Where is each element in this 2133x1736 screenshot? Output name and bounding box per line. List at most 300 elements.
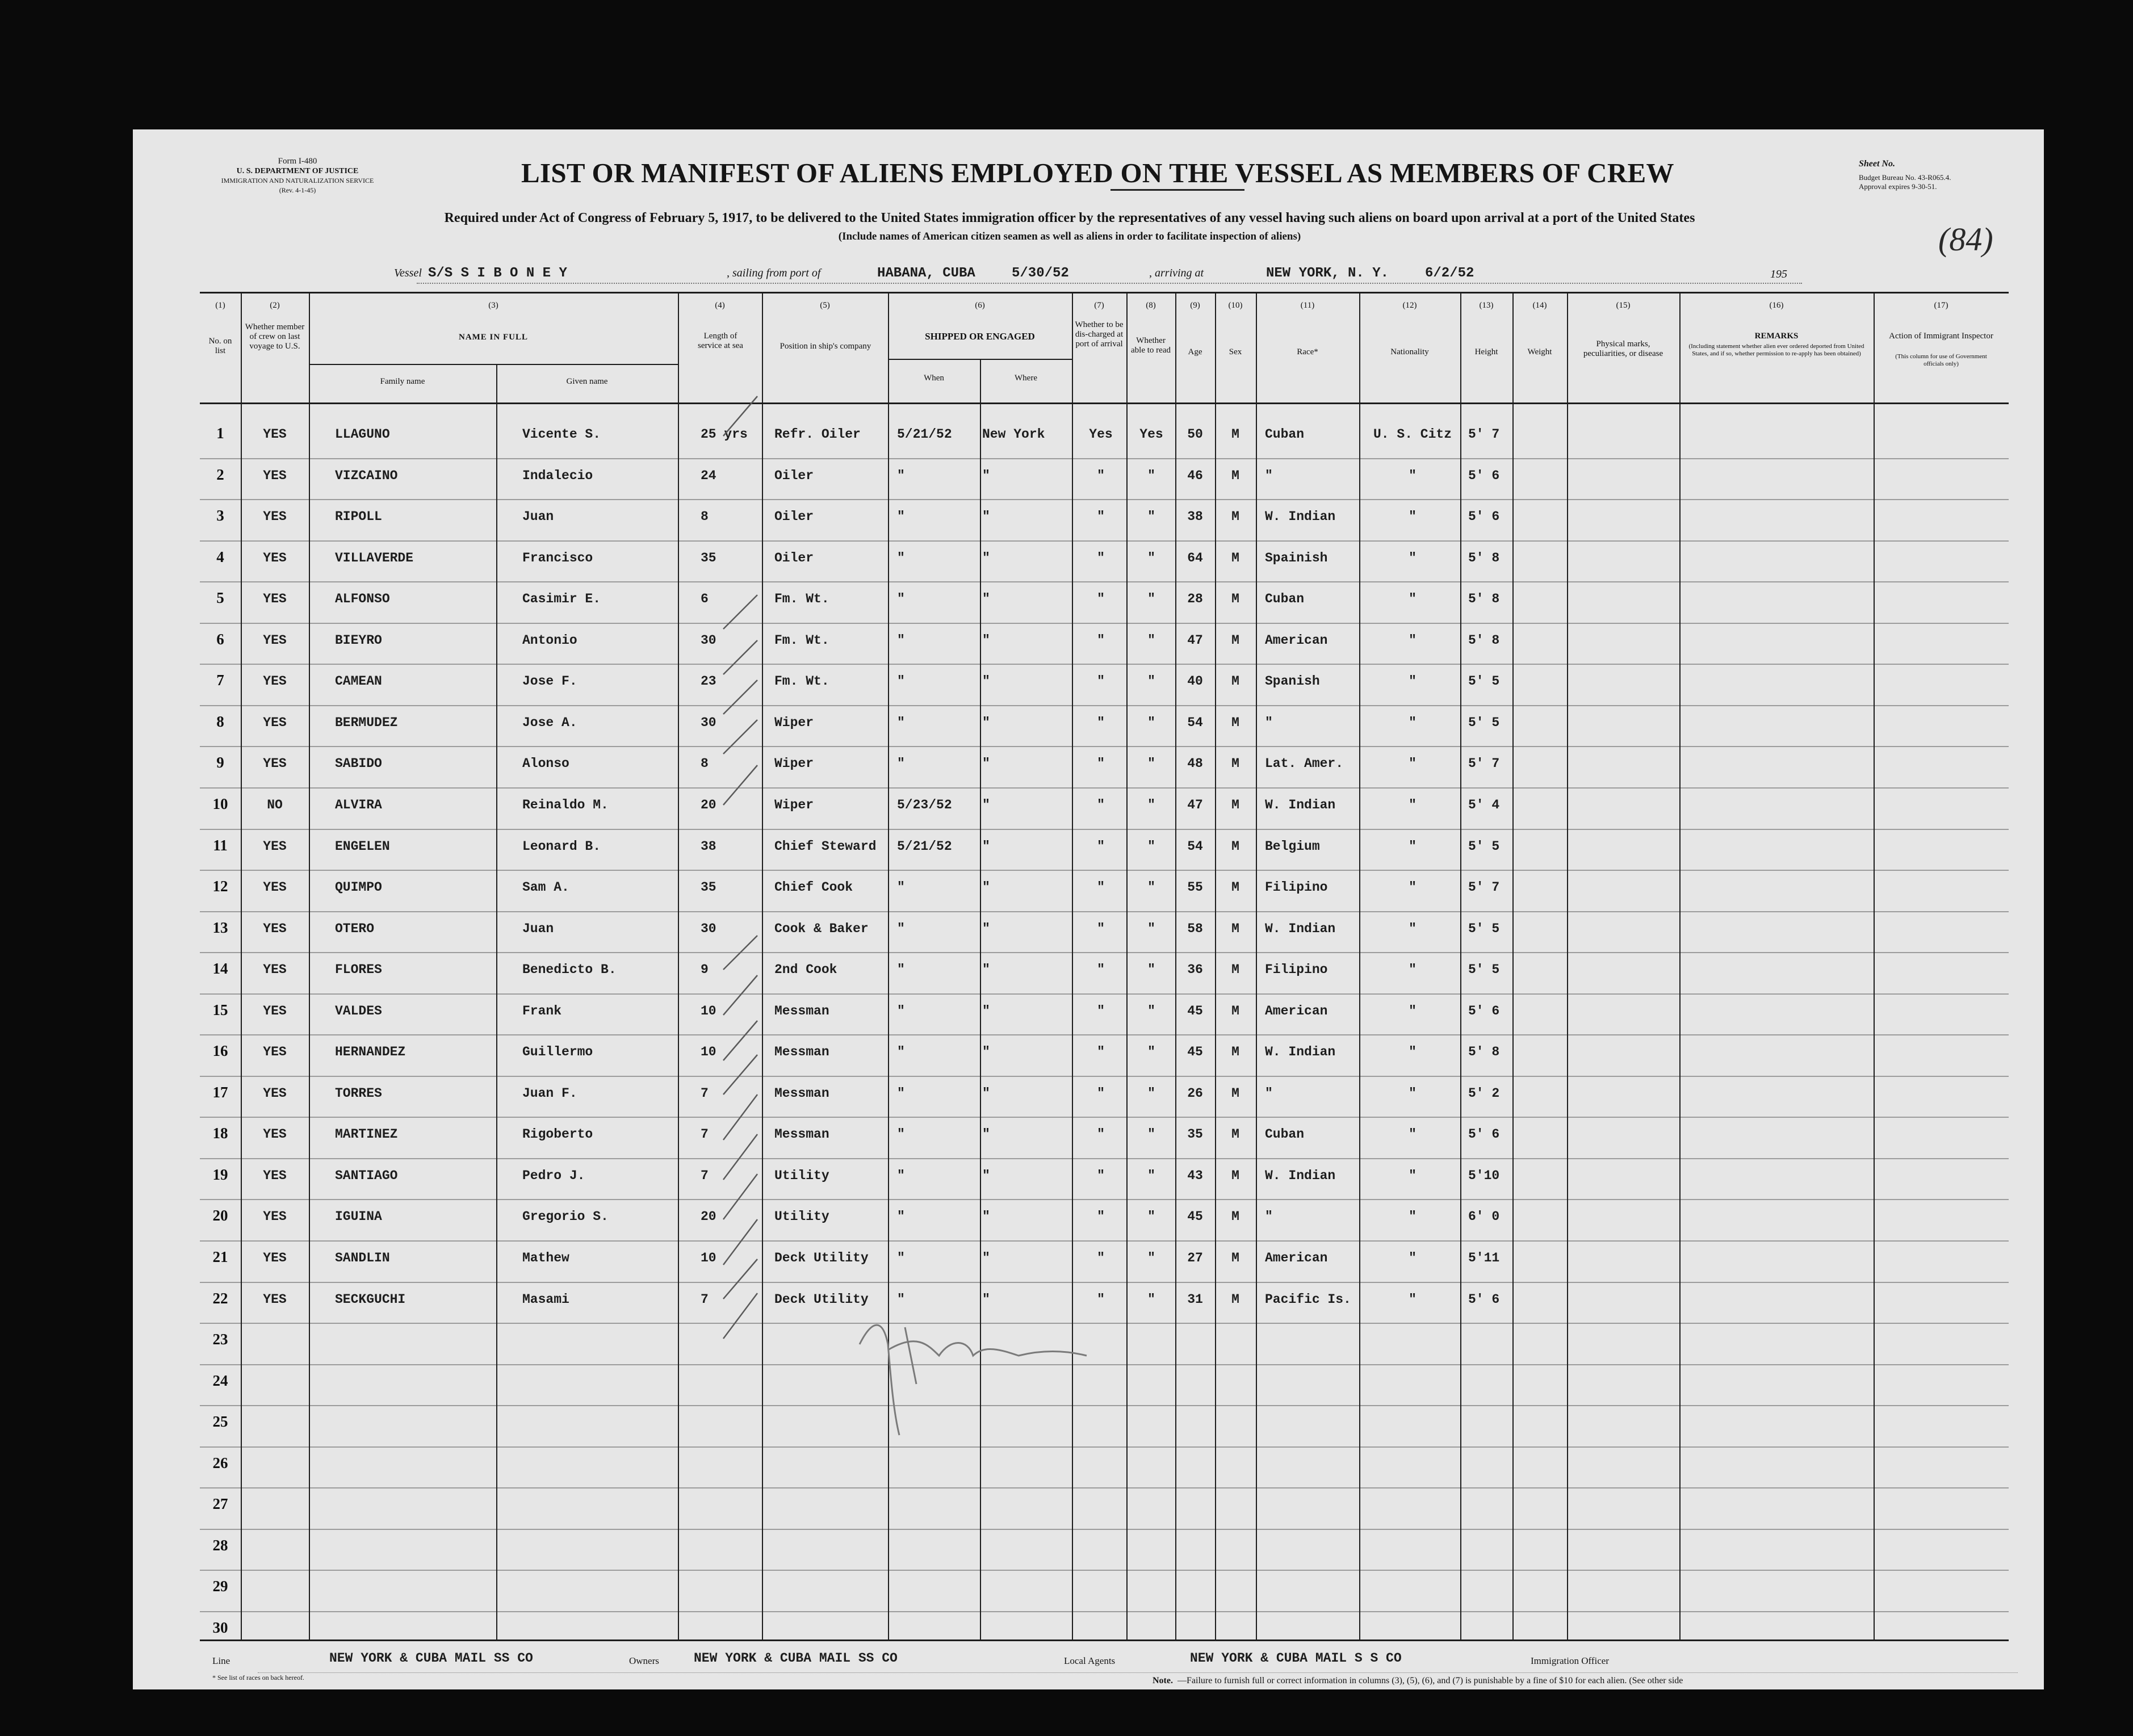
cell-when: ": [897, 715, 905, 730]
cell-position: Oiler: [774, 468, 814, 483]
cell-when: ": [897, 921, 905, 936]
cell-service: 10: [701, 1251, 716, 1265]
cell-disch: ": [1097, 1291, 1105, 1307]
cell-where: ": [982, 797, 990, 812]
cell-nat: ": [1409, 1045, 1417, 1060]
cell-no: 2: [216, 466, 224, 483]
cell-family: QUIMPO: [335, 880, 382, 895]
cell-race: ": [1265, 1085, 1273, 1101]
cell-age: 28: [1187, 592, 1203, 607]
cell-when: ": [897, 1209, 905, 1225]
cell-nat: ": [1409, 592, 1417, 607]
cell-given: Juan: [522, 509, 554, 525]
cell-service: 9: [701, 962, 709, 978]
cell-where: ": [982, 880, 990, 895]
cell-nat: ": [1409, 1003, 1417, 1018]
cell-height: 5' 5: [1468, 838, 1500, 854]
cell-given: Juan F.: [522, 1085, 577, 1101]
header-height: Height: [1474, 347, 1498, 357]
cell-nat: ": [1409, 880, 1417, 895]
budget-bureau: Budget Bureau No. 43-R065.4.: [1859, 173, 1951, 182]
cell-no: 1: [216, 425, 224, 442]
cell-last: YES: [263, 1045, 287, 1060]
handwritten-sheet-mark: (84): [1938, 221, 1993, 258]
vessel-label: Vessel: [394, 267, 422, 279]
cell-no: 11: [213, 836, 228, 854]
header-family-name: Family name: [380, 377, 425, 386]
cell-sex: M: [1231, 1085, 1239, 1101]
cell-age: 31: [1187, 1291, 1203, 1307]
cell-read: Yes: [1139, 427, 1163, 442]
cell-service: 7: [701, 1291, 709, 1307]
cell-when: ": [897, 880, 905, 895]
cell-position: Messman: [774, 1085, 829, 1101]
cell-no: 4: [216, 548, 224, 565]
cell-height: 5' 8: [1468, 592, 1500, 607]
footer-owners-value: NEW YORK & CUBA MAIL SS CO: [694, 1651, 898, 1666]
cell-nat: ": [1409, 468, 1417, 483]
cell-service: 30: [701, 632, 716, 648]
cell-nat: ": [1409, 1291, 1417, 1307]
cell-race: W. Indian: [1265, 509, 1336, 525]
cell-read: ": [1147, 1045, 1155, 1060]
cell-read: ": [1147, 838, 1155, 854]
cell-nat: ": [1409, 1127, 1417, 1142]
cell-age: 54: [1187, 715, 1203, 730]
approval-expiry: Approval expires 9-30-51.: [1859, 182, 1937, 191]
cell-nat: ": [1409, 1168, 1417, 1183]
check-mark: [723, 1293, 757, 1339]
cell-sex: M: [1231, 1209, 1239, 1225]
colnum-13: (13): [1479, 301, 1494, 310]
colnum-1: (1): [215, 301, 225, 310]
cell-height: 5' 5: [1468, 674, 1500, 689]
cell-where: ": [982, 1045, 990, 1060]
cell-race: W. Indian: [1265, 921, 1336, 936]
cell-when: ": [897, 1045, 905, 1060]
cell-family: HERNANDEZ: [335, 1045, 406, 1060]
cell-when: ": [897, 632, 905, 648]
cell-position: Utility: [774, 1209, 829, 1225]
cell-race: Lat. Amer.: [1265, 756, 1344, 771]
year-label: 195: [1770, 268, 1787, 280]
cell-service: 20: [701, 1209, 716, 1225]
cell-sex: M: [1231, 1168, 1239, 1183]
cell-family: SABIDO: [335, 756, 382, 771]
cell-disch: ": [1097, 632, 1105, 648]
cell-position: Fm. Wt.: [774, 632, 829, 648]
cell-disch: ": [1097, 1168, 1105, 1183]
colnum-3: (3): [488, 301, 498, 310]
cell-given: Masami: [522, 1291, 569, 1307]
cell-service: 35: [701, 880, 716, 895]
empty-row-number: 29: [212, 1578, 228, 1595]
check-mark: [723, 720, 757, 754]
cell-last: NO: [267, 797, 283, 812]
cell-position: Wiper: [774, 797, 814, 812]
cell-when: ": [897, 674, 905, 689]
header-where: Where: [1015, 374, 1037, 383]
cell-no: 5: [216, 589, 224, 607]
cell-service: 8: [701, 509, 709, 525]
cell-disch: ": [1097, 756, 1105, 771]
header-race: Race*: [1297, 347, 1318, 357]
header-no-on-list: No. on list: [208, 337, 232, 355]
cell-disch: ": [1097, 880, 1105, 895]
footer-agents-label: Local Agents: [1064, 1655, 1116, 1666]
header-nationality: Nationality: [1390, 347, 1429, 357]
cell-given: Leonard B.: [522, 838, 601, 854]
cell-family: VALDES: [335, 1003, 382, 1018]
cell-age: 27: [1187, 1251, 1203, 1265]
cell-sex: M: [1231, 797, 1239, 812]
cell-where: ": [982, 674, 990, 689]
cell-where: ": [982, 838, 990, 854]
header-inspector-note: (This column for use of Government officials only): [1895, 353, 1987, 367]
footer-races-note: * See list of races on back hereof.: [212, 1674, 304, 1682]
cell-last: YES: [263, 1291, 287, 1307]
cell-service: 30: [701, 921, 716, 936]
cell-disch: ": [1097, 1127, 1105, 1142]
cell-family: ENGELEN: [335, 838, 390, 854]
cell-when: ": [897, 1251, 905, 1265]
cell-position: Messman: [774, 1127, 829, 1142]
cell-no: 20: [212, 1207, 228, 1225]
check-mark: [723, 1219, 757, 1265]
cell-age: 46: [1187, 468, 1203, 483]
header-discharged: Whether to be dis-charged at port of arrival: [1075, 320, 1124, 349]
cell-when: ": [897, 509, 905, 525]
cell-disch: ": [1097, 1045, 1105, 1060]
check-mark: [723, 595, 757, 629]
cell-sex: M: [1231, 427, 1239, 442]
cell-service: 10: [701, 1003, 716, 1018]
cell-race: ": [1265, 715, 1273, 730]
empty-row-number: 30: [212, 1618, 228, 1636]
footer-line-value: NEW YORK & CUBA MAIL SS CO: [329, 1651, 533, 1666]
cell-sex: M: [1231, 715, 1239, 730]
cell-family: BERMUDEZ: [335, 715, 398, 730]
cell-sex: M: [1231, 674, 1239, 689]
cell-given: Guillermo: [522, 1045, 593, 1060]
header-age: Age: [1188, 347, 1202, 357]
cell-last: YES: [263, 674, 287, 689]
cell-family: BIEYRO: [335, 632, 382, 648]
cell-age: 50: [1187, 427, 1203, 442]
cell-read: ": [1147, 715, 1155, 730]
cell-height: 5' 6: [1468, 1003, 1500, 1018]
cell-last: YES: [263, 962, 287, 978]
cell-read: ": [1147, 1127, 1155, 1142]
cell-nat: U. S. Citz: [1373, 427, 1452, 442]
cell-when: ": [897, 962, 905, 978]
cell-nat: ": [1409, 962, 1417, 978]
cell-family: LLAGUNO: [335, 427, 390, 442]
cell-given: Antonio: [522, 632, 577, 648]
cell-where: New York: [982, 427, 1045, 442]
header-last-voyage: Whether member of crew on last voyage to U.S.: [245, 322, 305, 351]
check-mark: [723, 936, 757, 970]
cell-when: ": [897, 1085, 905, 1101]
check-mark: [723, 680, 757, 714]
cell-read: ": [1147, 1251, 1155, 1265]
cell-last: YES: [263, 427, 287, 442]
cell-where: ": [982, 715, 990, 730]
cell-sex: M: [1231, 1251, 1239, 1265]
cell-height: 5' 8: [1468, 632, 1500, 648]
cell-last: YES: [263, 1209, 287, 1225]
cell-read: ": [1147, 468, 1155, 483]
cell-last: YES: [263, 1127, 287, 1142]
cell-read: ": [1147, 1085, 1155, 1101]
cell-sex: M: [1231, 756, 1239, 771]
colnum-2: (2): [270, 301, 280, 310]
cell-no: 13: [212, 919, 228, 936]
cell-given: Mathew: [522, 1251, 569, 1265]
cell-last: YES: [263, 715, 287, 730]
cell-no: 19: [212, 1165, 228, 1183]
colnum-9: (9): [1190, 301, 1200, 310]
header-weight: Weight: [1527, 347, 1552, 357]
vessel-name: S/S S I B O N E Y: [428, 266, 567, 281]
cell-no: 18: [212, 1125, 228, 1142]
cell-disch: ": [1097, 468, 1105, 483]
footer-baseline: [258, 1672, 2018, 1673]
cell-last: YES: [263, 1168, 287, 1183]
cell-sex: M: [1231, 1127, 1239, 1142]
cell-read: ": [1147, 509, 1155, 525]
cell-when: 5/23/52: [897, 797, 952, 812]
cell-family: ALVIRA: [335, 797, 382, 812]
cell-family: VIZCAINO: [335, 468, 398, 483]
cell-service: 7: [701, 1168, 709, 1183]
cell-where: ": [982, 468, 990, 483]
check-mark: [723, 1055, 757, 1095]
cell-no: 9: [216, 754, 224, 771]
cell-given: Pedro J.: [522, 1168, 585, 1183]
cell-last: YES: [263, 509, 287, 525]
cell-read: ": [1147, 756, 1155, 771]
cell-disch: ": [1097, 1251, 1105, 1265]
cell-read: ": [1147, 1168, 1155, 1183]
footer-agents-value: NEW YORK & CUBA MAIL S S CO: [1190, 1651, 1402, 1666]
cell-height: 5'10: [1468, 1168, 1500, 1183]
cell-disch: ": [1097, 797, 1105, 812]
cell-height: 5' 5: [1468, 962, 1500, 978]
cell-position: Refr. Oiler: [774, 427, 861, 442]
cell-height: 5' 6: [1468, 468, 1500, 483]
cell-read: ": [1147, 674, 1155, 689]
arrival-port: NEW YORK, N. Y.: [1266, 266, 1389, 281]
cell-family: OTERO: [335, 921, 375, 936]
cell-where: ": [982, 1085, 990, 1101]
cell-sex: M: [1231, 632, 1239, 648]
header-given-name: Given name: [566, 377, 608, 386]
cell-height: 5' 2: [1468, 1085, 1500, 1101]
cell-service: 7: [701, 1127, 709, 1142]
header-when: When: [924, 374, 944, 383]
cell-nat: ": [1409, 632, 1417, 648]
cell-no: 3: [216, 507, 224, 525]
cell-age: 40: [1187, 674, 1203, 689]
cell-last: YES: [263, 1003, 287, 1018]
cell-when: ": [897, 592, 905, 607]
cell-service: 25 yrs: [701, 427, 748, 442]
header-remarks-note: (Including statement whether alien ever ordered deported from United States, and if so, whether permission to re-apply has been obtained): [1688, 343, 1864, 357]
colnum-14: (14): [1532, 301, 1547, 310]
cell-family: ALFONSO: [335, 592, 390, 607]
cell-where: ": [982, 1251, 990, 1265]
cell-read: ": [1147, 550, 1155, 565]
cell-family: VILLAVERDE: [335, 550, 414, 565]
cell-where: ": [982, 1209, 990, 1225]
cell-no: 8: [216, 712, 224, 730]
cell-nat: ": [1409, 921, 1417, 936]
cell-race: Filipino: [1265, 880, 1328, 895]
empty-row-number: 26: [212, 1454, 228, 1471]
cell-nat: ": [1409, 674, 1417, 689]
cell-where: ": [982, 550, 990, 565]
cell-height: 5' 7: [1468, 756, 1500, 771]
cell-age: 45: [1187, 1209, 1203, 1225]
cell-given: Indalecio: [522, 468, 593, 483]
cell-height: 5' 6: [1468, 509, 1500, 525]
cell-given: Casimir E.: [522, 592, 601, 607]
cell-height: 5' 8: [1468, 550, 1500, 565]
departure-date: 5/30/52: [1012, 266, 1069, 281]
empty-row-number: 24: [212, 1372, 228, 1389]
cell-race: Cuban: [1265, 1127, 1305, 1142]
cell-position: Utility: [774, 1168, 829, 1183]
cell-race: Cuban: [1265, 427, 1305, 442]
empty-row-number: 23: [212, 1331, 228, 1348]
cell-no: 21: [212, 1248, 228, 1265]
cell-when: ": [897, 1003, 905, 1018]
cell-when: 5/21/52: [897, 427, 952, 442]
cell-nat: ": [1409, 797, 1417, 812]
cell-no: 14: [212, 960, 228, 978]
cell-disch: ": [1097, 1209, 1105, 1225]
sailing-label: , sailing from port of: [727, 267, 821, 279]
cell-no: 6: [216, 630, 224, 648]
cell-given: Jose A.: [522, 715, 577, 730]
cell-race: Filipino: [1265, 962, 1328, 978]
header-able-to-read: Whether able to read: [1131, 336, 1171, 355]
cell-service: 35: [701, 550, 716, 565]
cell-age: 43: [1187, 1168, 1203, 1183]
cell-age: 48: [1187, 756, 1203, 771]
cell-race: Belgium: [1265, 838, 1320, 854]
cell-read: ": [1147, 1291, 1155, 1307]
cell-when: ": [897, 1291, 905, 1307]
header-inspector-action: Action of Immigrant Inspector: [1889, 332, 1993, 341]
cell-position: Fm. Wt.: [774, 674, 829, 689]
check-mark: [723, 975, 757, 1015]
cell-position: Chief Cook: [774, 880, 853, 895]
cell-no: 22: [212, 1289, 228, 1307]
cell-family: SECKGUCHI: [335, 1291, 406, 1307]
cell-when: ": [897, 756, 905, 771]
cell-sex: M: [1231, 838, 1239, 854]
cell-when: 5/21/52: [897, 838, 952, 854]
colnum-10: (10): [1228, 301, 1243, 310]
colnum-4: (4): [715, 301, 725, 310]
cell-last: YES: [263, 1251, 287, 1265]
cell-disch: ": [1097, 509, 1105, 525]
cell-disch: ": [1097, 838, 1105, 854]
cell-position: 2nd Cook: [774, 962, 837, 978]
cell-where: ": [982, 1127, 990, 1142]
cell-given: Rigoberto: [522, 1127, 593, 1142]
cell-disch: ": [1097, 1085, 1105, 1101]
check-mark: [723, 396, 757, 436]
colnum-6: (6): [975, 301, 985, 310]
cell-position: Cook & Baker: [774, 921, 869, 936]
cell-read: ": [1147, 880, 1155, 895]
cell-where: ": [982, 756, 990, 771]
arriving-label: , arriving at: [1149, 267, 1204, 279]
cell-age: 35: [1187, 1127, 1203, 1142]
cell-age: 36: [1187, 962, 1203, 978]
departure-port: HABANA, CUBA: [877, 266, 975, 281]
cell-sex: M: [1231, 550, 1239, 565]
cell-height: 6' 0: [1468, 1209, 1500, 1225]
cell-position: Messman: [774, 1003, 829, 1018]
cell-where: ": [982, 632, 990, 648]
cell-family: SANTIAGO: [335, 1168, 398, 1183]
cell-disch: ": [1097, 1003, 1105, 1018]
cell-last: YES: [263, 838, 287, 854]
cell-race: ": [1265, 1209, 1273, 1225]
form-subtitle-note: (Include names of American citizen seamen as well as aliens in order to facilitate inspection of aliens): [838, 230, 1301, 242]
cell-given: Jose F.: [522, 674, 577, 689]
cell-position: Chief Steward: [774, 838, 877, 854]
cell-when: ": [897, 1127, 905, 1142]
colnum-8: (8): [1146, 301, 1156, 310]
cell-age: 64: [1187, 550, 1203, 565]
cell-height: 5' 7: [1468, 880, 1500, 895]
cell-family: SANDLIN: [335, 1251, 390, 1265]
cell-family: TORRES: [335, 1085, 382, 1101]
arrival-date: 6/2/52: [1425, 266, 1474, 281]
empty-row-number: 25: [212, 1413, 228, 1431]
manifest-sheet: [133, 129, 2044, 1689]
revision: (Rev. 4-1-45): [279, 186, 316, 194]
empty-row-number: 27: [212, 1495, 228, 1513]
cell-position: Deck Utility: [774, 1251, 869, 1265]
cell-where: ": [982, 592, 990, 607]
header-sex: Sex: [1229, 347, 1242, 357]
cell-last: YES: [263, 921, 287, 936]
cell-last: YES: [263, 468, 287, 483]
footer-officer-label: Immigration Officer: [1531, 1655, 1610, 1666]
cell-service: 6: [701, 592, 709, 607]
header-name-in-full: NAME IN FULL: [458, 333, 528, 342]
cell-given: Frank: [522, 1003, 562, 1018]
colnum-5: (5): [820, 301, 830, 310]
header-position: Position in ship's company: [780, 342, 871, 351]
form-title: LIST OR MANIFEST OF ALIENS EMPLOYED ON THE VESSEL AS MEMBERS OF CREW: [521, 157, 1674, 188]
cell-sex: M: [1231, 592, 1239, 607]
cell-where: ": [982, 921, 990, 936]
cell-family: CAMEAN: [335, 674, 382, 689]
cell-where: ": [982, 1168, 990, 1183]
cell-read: ": [1147, 797, 1155, 812]
cell-nat: ": [1409, 715, 1417, 730]
cell-service: 7: [701, 1085, 709, 1101]
cell-read: ": [1147, 921, 1155, 936]
cell-disch: ": [1097, 592, 1105, 607]
